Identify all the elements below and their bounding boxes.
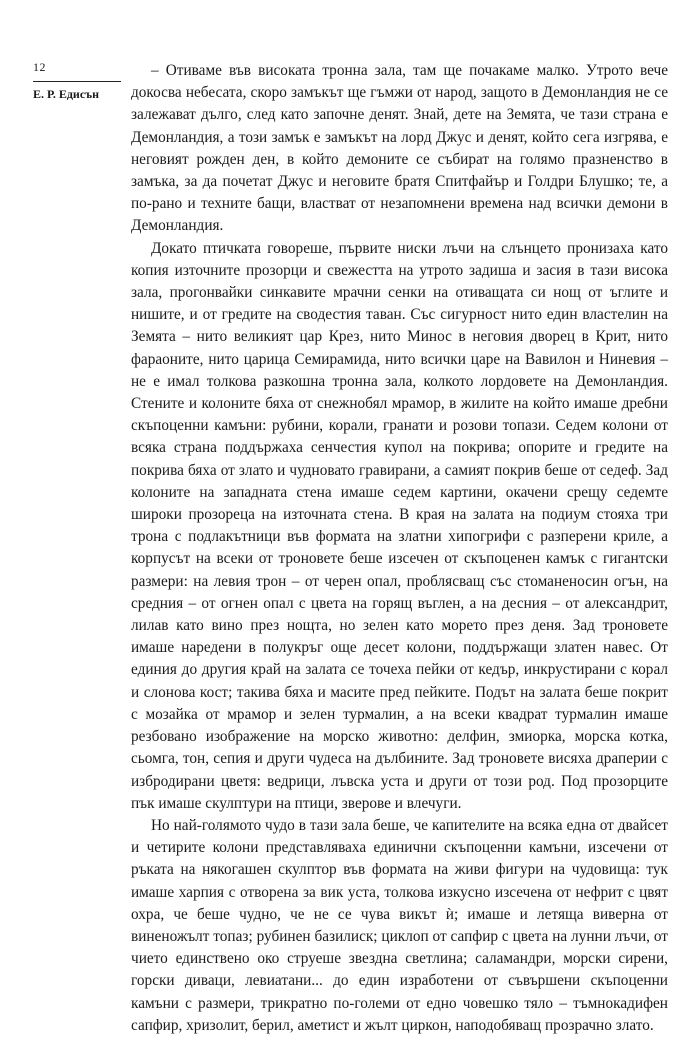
author-running-head: Е. Р. Едисън (33, 87, 100, 101)
paragraph: Но най-голямото чудо в тази зала беше, че капителите на всяка една от двайсет и четирите колони представляваха единични скъпоценни камъни, изсечени от ръката на някогашен скулптор във формата на живи фигури на чудовища: тук имаше харпия с отворена за вик уста, толкова изкусно изсечена от нефрит с цвят охра, че беше чудно, че не се чува викът ѝ; имаше и летяща виверна от виненожълт топаз; рубинен базилиск; циклоп от сапфир с цвета на лунни лъчи, от чието единствено око струеше звездна светлина; саламандри, морски сирени, горски диваци, левиатани... до един изработени от съвършени скъпоценни камъни с размери, трикратно по-големи от едно човешко тяло – тъмнокадифен сапфир, хризолит, берил, аметист и жълт циркон, наподобяващ прозрачно злато. (131, 816, 668, 1034)
header-rule (33, 81, 121, 82)
paragraph: Докато птичката говореше, първите ниски лъчи на слънцето пронизаха като копия източните прозорци и свежестта на утрото задиша и засия в тази висока зала, прогонвайки синкавите мрачни сенки на отиващата си нощ от ъглите и нишите, и от гредите на сводестия таван. Със сигурност нито един властелин на Земята – нито великият цар Крез, нито Минос в неговия дворец в Крит, нито фараоните, нито царица Семирамида, нито всички царе на Вавилон и Ниневия – не е имал толкова разкошна тронна зала, колкото лордовете на Демонландия. Стените и колоните бяха от снежнобял мрамор, в жилите на който имаше дребни скъпоценни камъни: рубини, корали, гранати и розови топази. Седем колони от всяка страна поддържаха сенчестия купол на покрива; опорите и гредите на покрива бяха от злато и чудновато гравирани, а самият покрив беше от седеф. Зад колоните на западната стена имаше седем картини, окачени срещу седемте широки прозореца на източната стена. В края на залата на подиум стояха три трона с подлакътници във формата на златни хипогрифи с разперени криле, а корпусът на всеки от троновете беше изсечен от скъпоценен камък с гигантски размери: на левия трон – от черен опал, проблясващ със стоманеносин огън, на средния – от огнен опал с цвета на горящ въглен, а на десния – от александрит, лилав като вино през нощта, но зелен като морето през деня. Зад троновете имаше наредени в полукръг още десет колони, поддържащи златен навес. От единия до другия край на залата се точеха пейки от кедър, инкрустирани с корал и слонова кост; такива бяха и масите пред пейките. Подът на залата беше покрит с мозайка от мрамор и зелен турмалин, а на всеки квадрат турмалин имаше резбовано изображение на морско животно: делфин, змиорка, морска котка, сьомга, тон, сепия и други чудеса на дълбините. Зад троновете висяха драперии с избродирани цветя: ведрици, лъвска уста и други от този род. Под прозорците пък имаше скулптури на птици, зверове и влечуги. (131, 239, 668, 812)
page-number: 12 (33, 60, 46, 74)
body-text (131, 60, 668, 1037)
paragraph: – Отиваме във високата тронна зала, там ще почакаме малко. Утрото вече докосва небесата, скоро замъкът ще гъмжи от народ, защото в Демонландия не се залежават дълго, след като започне денят. Знай, дете на Земята, че тази страна е Демонландия, а този замък е замъкът на лорд Джус и денят, който сега изгрява, е неговият рожден ден, в който демоните се събират на голямо празненство в замъка, за да почетат Джус и неговите братя Спитфайър и Голдри Блушко; те, а по-рано и техните бащи, властват от незапомнени времена над всички демони в Демонландия. (131, 62, 668, 235)
running-header (33, 60, 121, 101)
